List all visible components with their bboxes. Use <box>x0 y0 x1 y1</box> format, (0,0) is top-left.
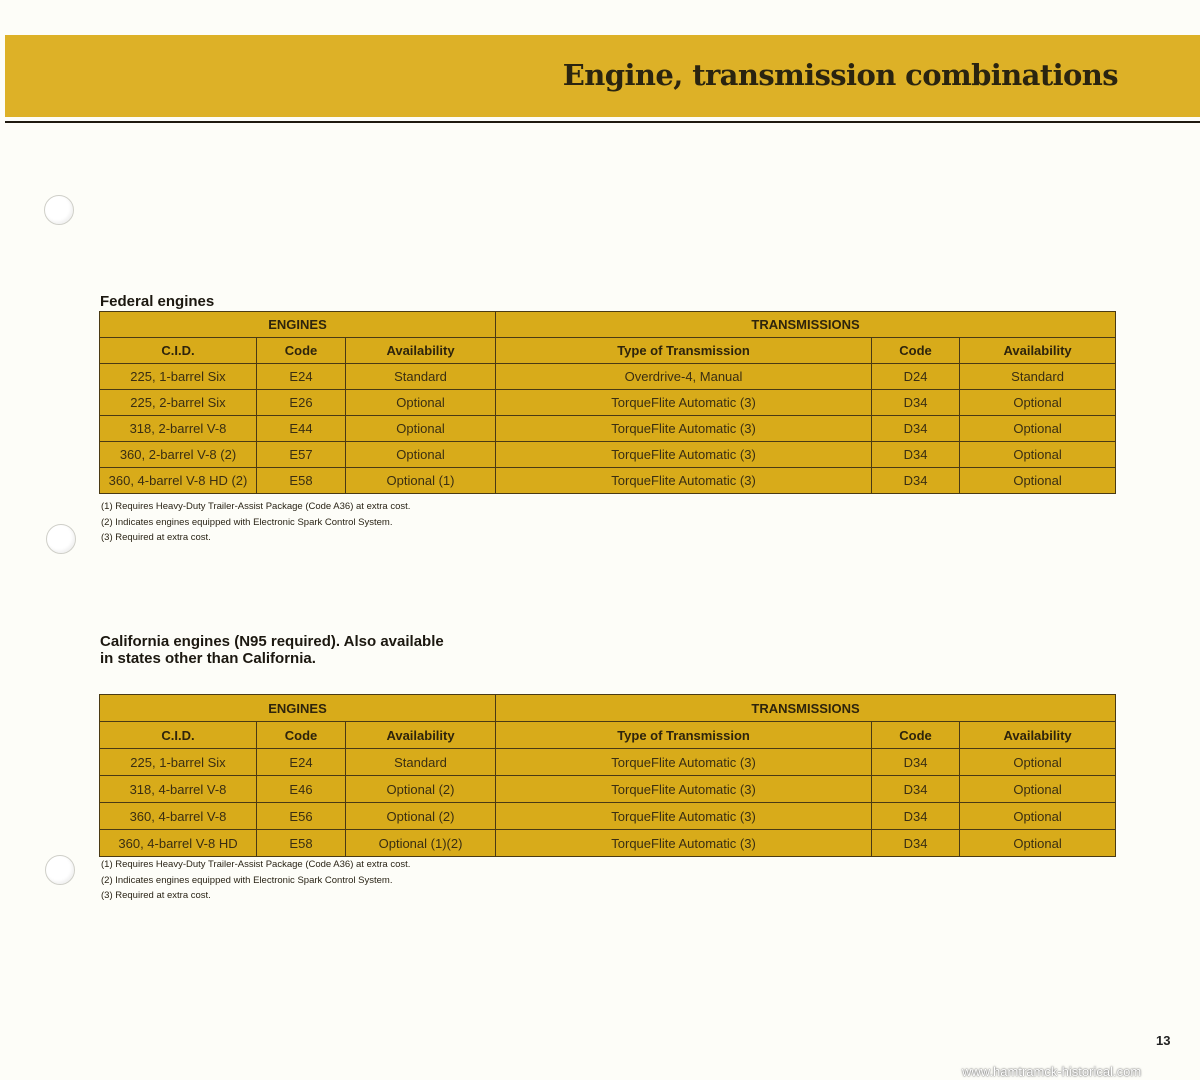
binder-hole-middle <box>46 524 76 554</box>
transmission-type-cell: TorqueFlite Automatic (3) <box>496 390 872 416</box>
column-header-cid: C.I.D. <box>100 338 257 364</box>
engine-availability-cell: Standard <box>346 749 496 776</box>
cid-cell: 225, 1-barrel Six <box>100 364 257 390</box>
federal-heading: Federal engines <box>100 293 215 310</box>
federal-footnotes <box>101 499 410 546</box>
column-header-cid: C.I.D. <box>100 722 257 749</box>
column-header-engine-availability: Availability <box>346 722 496 749</box>
transmission-type-cell: TorqueFlite Automatic (3) <box>496 749 872 776</box>
cid-cell: 318, 2-barrel V-8 <box>100 416 257 442</box>
transmission-availability-cell: Optional <box>960 830 1116 857</box>
california-table <box>99 694 1116 857</box>
footnote: (1) Requires Heavy-Duty Trailer-Assist Package (Code A36) at extra cost. <box>101 501 411 512</box>
transmission-code-cell: D34 <box>872 776 960 803</box>
table-row <box>100 776 1116 803</box>
transmission-type-cell: TorqueFlite Automatic (3) <box>496 442 872 468</box>
engine-code-cell: E56 <box>257 803 346 830</box>
column-header-transmission-code: Code <box>872 338 960 364</box>
transmission-code-cell: D34 <box>872 390 960 416</box>
federal-table <box>99 311 1116 494</box>
table-row <box>100 390 1116 416</box>
cid-cell: 225, 2-barrel Six <box>100 390 257 416</box>
california-footnotes <box>101 857 410 904</box>
watermark: www.hamtramck-historical.com <box>962 1064 1142 1079</box>
cid-cell: 360, 4-barrel V-8 HD (2) <box>100 468 257 494</box>
table-row <box>100 442 1116 468</box>
column-header-engine-code: Code <box>257 338 346 364</box>
table-row <box>100 468 1116 494</box>
engine-availability-cell: Optional (1) <box>346 468 496 494</box>
transmission-availability-cell: Optional <box>960 468 1116 494</box>
column-header-transmission-availability: Availability <box>960 722 1116 749</box>
transmission-availability-cell: Optional <box>960 416 1116 442</box>
table-row <box>100 749 1116 776</box>
cid-cell: 360, 4-barrel V-8 <box>100 803 257 830</box>
transmission-availability-cell: Optional <box>960 803 1116 830</box>
engine-code-cell: E46 <box>257 776 346 803</box>
footnote: (2) Indicates engines equipped with Electronic Spark Control System. <box>101 874 393 886</box>
california-heading-line2: in states other than California. <box>100 650 316 667</box>
binder-hole-top <box>44 195 74 225</box>
cid-cell: 360, 2-barrel V-8 (2) <box>100 442 257 468</box>
engine-availability-cell: Standard <box>346 364 496 390</box>
column-header-transmission-type: Type of Transmission <box>496 722 872 749</box>
transmission-code-cell: D24 <box>872 364 960 390</box>
engine-code-cell: E57 <box>257 442 346 468</box>
transmission-type-cell: Overdrive-4, Manual <box>496 364 872 390</box>
engine-code-cell: E58 <box>257 830 346 857</box>
engine-availability-cell: Optional (2) <box>346 776 496 803</box>
footnote: (1) Requires Heavy-Duty Trailer-Assist Package (Code A36) at extra cost. <box>101 859 411 870</box>
federal-column-header-row <box>100 338 1116 364</box>
transmission-availability-cell: Optional <box>960 776 1116 803</box>
cid-cell: 318, 4-barrel V-8 <box>100 776 257 803</box>
column-header-engine-code: Code <box>257 722 346 749</box>
engine-code-cell: E44 <box>257 416 346 442</box>
transmission-availability-cell: Optional <box>960 442 1116 468</box>
federal-group-header-row <box>100 312 1116 338</box>
transmission-availability-cell: Standard <box>960 364 1116 390</box>
engine-code-cell: E24 <box>257 364 346 390</box>
transmission-type-cell: TorqueFlite Automatic (3) <box>496 416 872 442</box>
engine-availability-cell: Optional <box>346 416 496 442</box>
footnote: (3) Required at extra cost. <box>101 532 211 543</box>
engine-code-cell: E24 <box>257 749 346 776</box>
page-number: 13 <box>1156 1033 1171 1048</box>
transmission-type-cell: TorqueFlite Automatic (3) <box>496 830 872 857</box>
table-row <box>100 416 1116 442</box>
footnote: (3) Required at extra cost. <box>101 890 211 901</box>
transmission-type-cell: TorqueFlite Automatic (3) <box>496 776 872 803</box>
engine-availability-cell: Optional (1)(2) <box>346 830 496 857</box>
transmission-code-cell: D34 <box>872 468 960 494</box>
column-header-engine-availability: Availability <box>346 338 496 364</box>
table-row <box>100 364 1116 390</box>
california-group-header-row <box>100 695 1116 722</box>
engine-code-cell: E26 <box>257 390 346 416</box>
california-column-header-row <box>100 722 1116 749</box>
table-row <box>100 803 1116 830</box>
transmission-code-cell: D34 <box>872 442 960 468</box>
california-heading <box>100 633 444 667</box>
column-header-transmission-type: Type of Transmission <box>496 338 872 364</box>
transmission-code-cell: D34 <box>872 803 960 830</box>
table-row <box>100 830 1116 857</box>
california-heading-line1: California engines (N95 required). Also available <box>100 633 444 650</box>
header-rule <box>5 121 1200 123</box>
engine-availability-cell: Optional <box>346 442 496 468</box>
column-header-transmission-code: Code <box>872 722 960 749</box>
cid-cell: 225, 1-barrel Six <box>100 749 257 776</box>
page-title: Engine, transmission combinations <box>562 58 1118 92</box>
column-header-transmission-availability: Availability <box>960 338 1116 364</box>
cid-cell: 360, 4-barrel V-8 HD <box>100 830 257 857</box>
binder-hole-bottom <box>45 855 75 885</box>
transmission-availability-cell: Optional <box>960 749 1116 776</box>
federal-engines-header: ENGINES <box>100 312 496 338</box>
engine-availability-cell: Optional (2) <box>346 803 496 830</box>
california-engines-header: ENGINES <box>100 695 496 722</box>
engine-availability-cell: Optional <box>346 390 496 416</box>
federal-transmissions-header: TRANSMISSIONS <box>496 312 1116 338</box>
transmission-code-cell: D34 <box>872 749 960 776</box>
engine-code-cell: E58 <box>257 468 346 494</box>
footnote: (2) Indicates engines equipped with Electronic Spark Control System. <box>101 516 393 528</box>
transmission-code-cell: D34 <box>872 830 960 857</box>
transmission-type-cell: TorqueFlite Automatic (3) <box>496 468 872 494</box>
transmission-type-cell: TorqueFlite Automatic (3) <box>496 803 872 830</box>
transmission-availability-cell: Optional <box>960 390 1116 416</box>
california-transmissions-header: TRANSMISSIONS <box>496 695 1116 722</box>
transmission-code-cell: D34 <box>872 416 960 442</box>
